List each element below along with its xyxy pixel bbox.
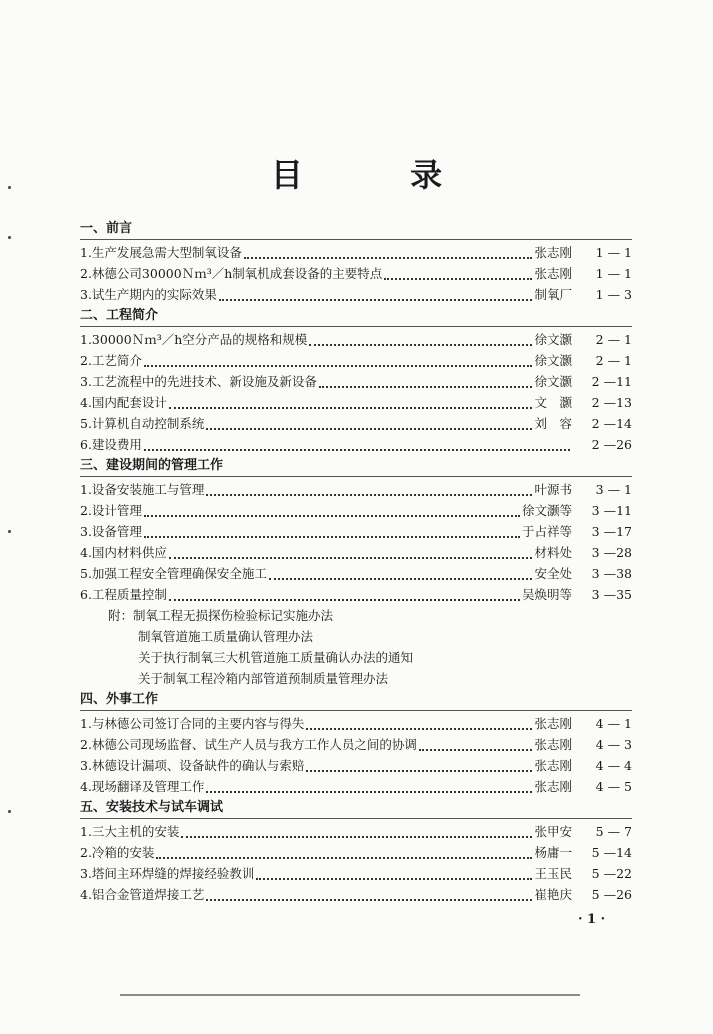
entry-page: 5 —22 — [591, 866, 632, 881]
entry-page: 3 —11 — [591, 503, 632, 518]
entry-page: 5 —26 — [591, 887, 632, 902]
leader-dots — [206, 417, 532, 430]
entry-author: 徐文灏 — [534, 353, 572, 368]
toc-entry[interactable] — [80, 776, 632, 797]
entry-title: 2.冷箱的安装 — [80, 845, 155, 860]
section-heading: 一、前言 — [80, 218, 632, 240]
entry-title: 3.设备管理 — [80, 524, 142, 539]
entry-author: 徐文灏 — [534, 374, 572, 389]
leader-dots — [144, 525, 520, 538]
leader-dots — [309, 333, 532, 346]
toc-entry[interactable] — [80, 242, 632, 263]
entry-title: 4.国内配套设计 — [80, 395, 167, 410]
appendix-line: 制氧管道施工质量确认管理办法 — [138, 629, 314, 644]
leader-dots — [219, 288, 533, 301]
scan-speck — [8, 236, 11, 239]
toc-entry[interactable] — [80, 842, 632, 863]
entry-title: 1.与林德公司签订合同的主要内容与得失 — [80, 716, 305, 731]
toc-entry[interactable] — [80, 734, 632, 755]
leader-dots — [169, 396, 533, 409]
leader-dots — [256, 867, 532, 880]
entry-page: 4 — 3 — [595, 737, 632, 752]
entry-author: 安全处 — [534, 566, 572, 581]
leader-dots — [306, 759, 532, 772]
entry-author: 材料处 — [534, 545, 572, 560]
toc-entry[interactable] — [80, 884, 632, 905]
toc-entry[interactable] — [80, 434, 632, 455]
toc-entry[interactable] — [80, 500, 632, 521]
leader-dots — [144, 438, 570, 451]
page-title: 目 录 — [270, 156, 491, 194]
entry-title: 4.铝合金管道焊接工艺 — [80, 887, 205, 902]
toc-entry[interactable] — [80, 584, 632, 605]
entry-author: 叶源书 — [534, 482, 572, 497]
entry-author: 张志刚 — [534, 758, 572, 773]
appendix-line: 关于制氧工程冷箱内部管道预制质量管理办法 — [138, 671, 389, 686]
leader-dots — [269, 567, 533, 580]
entry-author: 张甲安 — [534, 824, 572, 839]
entry-page: 2 — 1 — [595, 353, 632, 368]
entry-page: 4 — 5 — [595, 779, 632, 794]
toc-entry[interactable] — [80, 284, 632, 305]
entry-page: 2 —11 — [591, 374, 632, 389]
leader-dots — [419, 738, 533, 751]
entry-title: 2.林德公司30000Ｎｍ³／h制氧机成套设备的主要特点 — [80, 266, 383, 281]
scan-speck — [8, 810, 11, 813]
toc-entry[interactable] — [80, 755, 632, 776]
entry-page: 2 —26 — [591, 437, 632, 452]
scan-artifact-line — [120, 994, 580, 996]
leader-dots — [169, 588, 520, 601]
section-heading: 五、安装技术与试车调试 — [80, 797, 632, 819]
entry-page: 5 — 7 — [595, 824, 632, 839]
entry-title: 4.现场翻译及管理工作 — [80, 779, 205, 794]
toc-entry[interactable] — [80, 392, 632, 413]
entry-title: 6.工程质量控制 — [80, 587, 167, 602]
leader-dots — [206, 483, 532, 496]
entry-page: 5 —14 — [591, 845, 632, 860]
entry-page: 2 —13 — [591, 395, 632, 410]
entry-title: 3.林德设计漏项、设备缺件的确认与索赔 — [80, 758, 305, 773]
toc-entry[interactable] — [80, 329, 632, 350]
toc-entry[interactable] — [80, 713, 632, 734]
leader-dots — [319, 375, 533, 388]
entry-page: 2 — 1 — [595, 332, 632, 347]
entry-author: 杨庸一 — [534, 845, 572, 860]
leader-dots — [144, 354, 533, 367]
entry-author: 制氧厂 — [534, 287, 572, 302]
entry-author: 王玉民 — [534, 866, 572, 881]
entry-author: 吴焕明等 — [521, 587, 572, 602]
entry-title: 5.计算机自动控制系统 — [80, 416, 205, 431]
leader-dots — [306, 717, 532, 730]
entry-title: 2.林德公司现场监督、试生产人员与我方工作人员之间的协调 — [80, 737, 417, 752]
section-heading: 二、工程简介 — [80, 305, 632, 327]
entry-title: 4.国内材料供应 — [80, 545, 167, 560]
entry-author: 张志刚 — [534, 779, 572, 794]
entry-page: 1 — 3 — [595, 287, 632, 302]
toc-entry[interactable] — [80, 821, 632, 842]
entry-title: 1.三大主机的安装 — [80, 824, 180, 839]
toc-entry[interactable] — [80, 350, 632, 371]
entry-author: 张志刚 — [534, 266, 572, 281]
entry-author: 张志刚 — [534, 737, 572, 752]
entry-author: 徐文灏等 — [521, 503, 572, 518]
scan-speck — [8, 186, 11, 189]
entry-page: 3 — 1 — [595, 482, 632, 497]
toc-entry[interactable] — [80, 542, 632, 563]
entry-page: 3 —35 — [591, 587, 632, 602]
entry-title: 2.工艺简介 — [80, 353, 142, 368]
entry-title: 1.生产发展急需大型制氧设备 — [80, 245, 242, 260]
appendix-lead: 附：制氧工程无损探伤检验标记实施办法 — [108, 608, 334, 623]
page-number: · 1 · — [578, 912, 606, 927]
toc-entry[interactable] — [80, 563, 632, 584]
leader-dots — [384, 267, 532, 280]
entry-page: 1 — 1 — [595, 266, 632, 281]
toc-entry[interactable] — [80, 863, 632, 884]
entry-title: 6.建设费用 — [80, 437, 142, 452]
entry-page: 2 —14 — [591, 416, 632, 431]
entry-title: 3.试生产期内的实际效果 — [80, 287, 217, 302]
entry-title: 3.工艺流程中的先进技术、新设施及新设备 — [80, 374, 317, 389]
appendix-line: 关于执行制氧三大机管道施工质量确认办法的通知 — [138, 650, 414, 665]
entry-author: 崔艳庆 — [534, 887, 572, 902]
toc-entry[interactable] — [80, 371, 632, 392]
toc-entry[interactable] — [80, 263, 632, 284]
entry-author: 于占祥等 — [521, 524, 572, 539]
entry-page: 4 — 1 — [595, 716, 632, 731]
leader-dots — [156, 846, 532, 859]
leader-dots — [206, 780, 532, 793]
entry-author: 徐文灏 — [534, 332, 572, 347]
entry-page: 3 —17 — [591, 524, 632, 539]
entry-page: 3 —38 — [591, 566, 632, 581]
leader-dots — [206, 888, 532, 901]
toc-entry[interactable] — [80, 479, 632, 500]
entry-title: 5.加强工程安全管理确保安全施工 — [80, 566, 267, 581]
leader-dots — [144, 504, 520, 517]
toc-entry[interactable] — [80, 521, 632, 542]
toc-entry[interactable] — [80, 413, 632, 434]
leader-dots — [181, 825, 532, 838]
entry-author: 刘 容 — [534, 416, 572, 431]
scan-speck — [8, 530, 11, 533]
leader-dots — [244, 246, 533, 259]
entry-page: 1 — 1 — [595, 245, 632, 260]
entry-title: 1.设备安装施工与管理 — [80, 482, 205, 497]
entry-title: 2.设计管理 — [80, 503, 142, 518]
leader-dots — [169, 546, 533, 559]
entry-author: 张志刚 — [534, 716, 572, 731]
section-heading: 四、外事工作 — [80, 689, 632, 711]
entry-title: 1.30000Ｎｍ³／h空分产品的规格和规模 — [80, 332, 308, 347]
section-heading: 三、建设期间的管理工作 — [80, 455, 632, 477]
entry-title: 3.塔间主环焊缝的焊接经验教训 — [80, 866, 255, 881]
entry-page: 4 — 4 — [595, 758, 632, 773]
table-of-contents — [80, 218, 632, 905]
entry-author: 张志刚 — [534, 245, 572, 260]
entry-author: 文 灏 — [534, 395, 572, 410]
entry-page: 3 —28 — [591, 545, 632, 560]
